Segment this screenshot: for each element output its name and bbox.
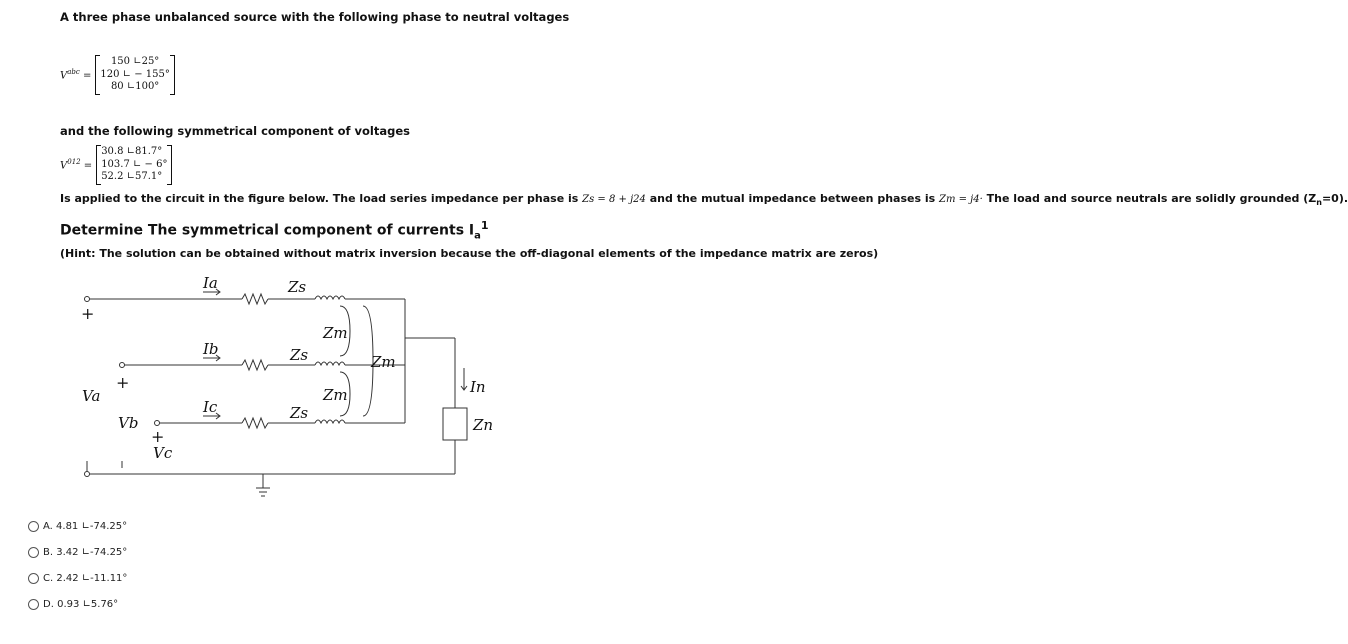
zs-label-a: Zs — [288, 278, 307, 296]
symmetrical-intro: and the following symmetrical component of voltages — [60, 124, 410, 138]
problem-intro: A three phase unbalanced source with the following phase to neutral voltages — [60, 10, 570, 24]
vb-plus: + — [116, 373, 130, 392]
va-plus: + — [81, 304, 95, 323]
option-d[interactable]: D. 0.93 ∟5.76° — [28, 599, 118, 610]
phase-b-wire — [120, 360, 406, 370]
ib-label: Ib — [203, 340, 219, 358]
v012-row-1: 103.7 ∟ − 6° — [101, 158, 168, 170]
v012-row-2: 52.2 ∟57.1° — [101, 171, 163, 182]
ia-label: Ia — [203, 274, 218, 292]
in-label: In — [470, 378, 486, 396]
hint-text: (Hint: The solution can be obtained without matrix inversion because the off-diagonal elements of the impedance matrix are zeros) — [60, 247, 879, 260]
zs-label-c: Zs — [290, 404, 309, 422]
v012-values — [96, 145, 172, 185]
vabc-row-a: 150 ∟25° — [110, 56, 160, 67]
v012-matrix — [60, 145, 172, 185]
vabc-values — [95, 55, 174, 95]
radio-d[interactable] — [28, 599, 39, 610]
option-a[interactable]: A. 4.81 ∟-74.25° — [28, 521, 127, 532]
vabc-row-b: 120 ∟ − 155° — [100, 68, 170, 80]
va-label: Va — [82, 387, 101, 405]
option-a-value: 4.81 ∟-74.25° — [56, 521, 128, 532]
radio-a[interactable] — [28, 521, 39, 532]
question-heading: Determine The symmetrical component of currents $I_a^1$ — [60, 219, 489, 242]
zs-expression: Zs = 8 + j24 — [582, 194, 646, 205]
v012-label: $V^{012}$ = — [60, 158, 93, 172]
vabc-matrix — [60, 55, 175, 95]
option-b-value: 3.42 ∟-74.25° — [56, 547, 128, 558]
vb-label: Vb — [118, 414, 139, 432]
option-b[interactable]: B. 3.42 ∟-74.25° — [28, 547, 127, 558]
option-c[interactable]: C. 2.42 ∟-11.11° — [28, 573, 127, 584]
ground-icon — [256, 474, 270, 496]
ic-label: Ic — [203, 398, 218, 416]
option-c-value: 2.42 ∟-11.11° — [56, 573, 128, 584]
option-d-value: 0.93 ∟5.76° — [57, 599, 119, 610]
zm-label-bc: Zm — [323, 386, 348, 404]
radio-b[interactable] — [28, 547, 39, 558]
zm-expression: Zm = j4· — [939, 194, 983, 205]
zs-label-b: Zs — [290, 346, 309, 364]
vabc-label: $V^{abc}$ = — [60, 68, 92, 82]
phase-a-wire — [85, 294, 406, 304]
v012-row-0: 30.8 ∟81.7° — [101, 146, 163, 157]
zn-impedance-box — [443, 408, 467, 440]
vc-plus: + — [151, 427, 165, 446]
circuit-diagram — [70, 268, 510, 508]
phase-c-wire — [155, 418, 406, 428]
zm-label-ac: Zm — [371, 353, 396, 371]
zm-label-ab: Zm — [323, 324, 348, 342]
applied-text: Is applied to the circuit in the figure below. The load series impedance per phase is Zs = 8 + j24 and the mutual impedance between phases is Zm = j4· The load and source neutrals are solidly grounded $(Z_n=0)$. — [60, 192, 1348, 208]
vc-label: Vc — [153, 444, 173, 462]
radio-c[interactable] — [28, 573, 39, 584]
zn-label: Zn — [473, 416, 494, 434]
vabc-row-c: 80 ∟100° — [110, 81, 160, 92]
